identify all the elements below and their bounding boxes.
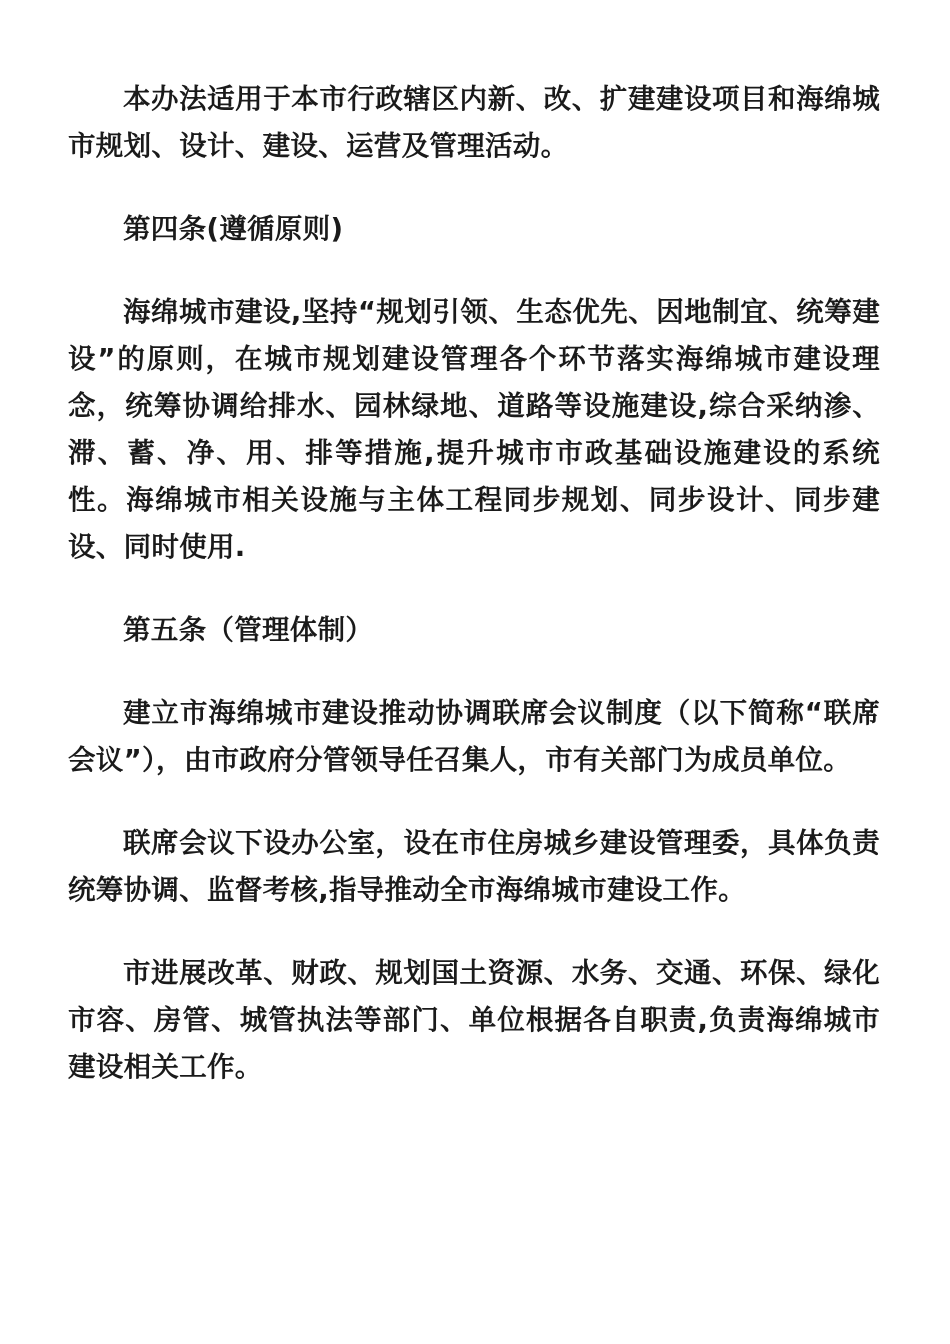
paragraph-principles: 海绵城市建设,坚持“规划引领、生态优先、因地制宜、统筹建设”的原则，在城市规划建设管理各个环节落实海绵城市建设理念，统筹协调给排水、园林绿地、道路等设施建设,综合采纳渗、滞、蓄、净、用、排等措施,提升城市市政基础设施建设的系统性。海绵城市相关设施与主体工程同步规划、同步设计、同步建设、同时使用. [68, 296, 880, 563]
article-5-heading: 第五条（管理体制） [123, 614, 374, 646]
document-body [68, 76, 880, 1127]
paragraph-scope: 本办法适用于本市行政辖区内新、改、扩建建设项目和海绵城市规划、设计、建设、运营及管理活动。 [68, 83, 880, 162]
paragraph-office: 联席会议下设办公室，设在市住房城乡建设管理委，具体负责统筹协调、监督考核,指导推动全市海绵城市建设工作。 [68, 827, 880, 906]
paragraph-joint-meeting: 建立市海绵城市建设推动协调联席会议制度（以下简称“联席会议”），由市政府分管领导任召集人，市有关部门为成员单位。 [68, 697, 880, 776]
paragraph-departments: 市进展改革、财政、规划国土资源、水务、交通、环保、绿化市容、房管、城管执法等部门、单位根据各自职责,负责海绵城市建设相关工作。 [68, 957, 880, 1083]
article-4-heading: 第四条(遵循原则) [123, 213, 344, 245]
